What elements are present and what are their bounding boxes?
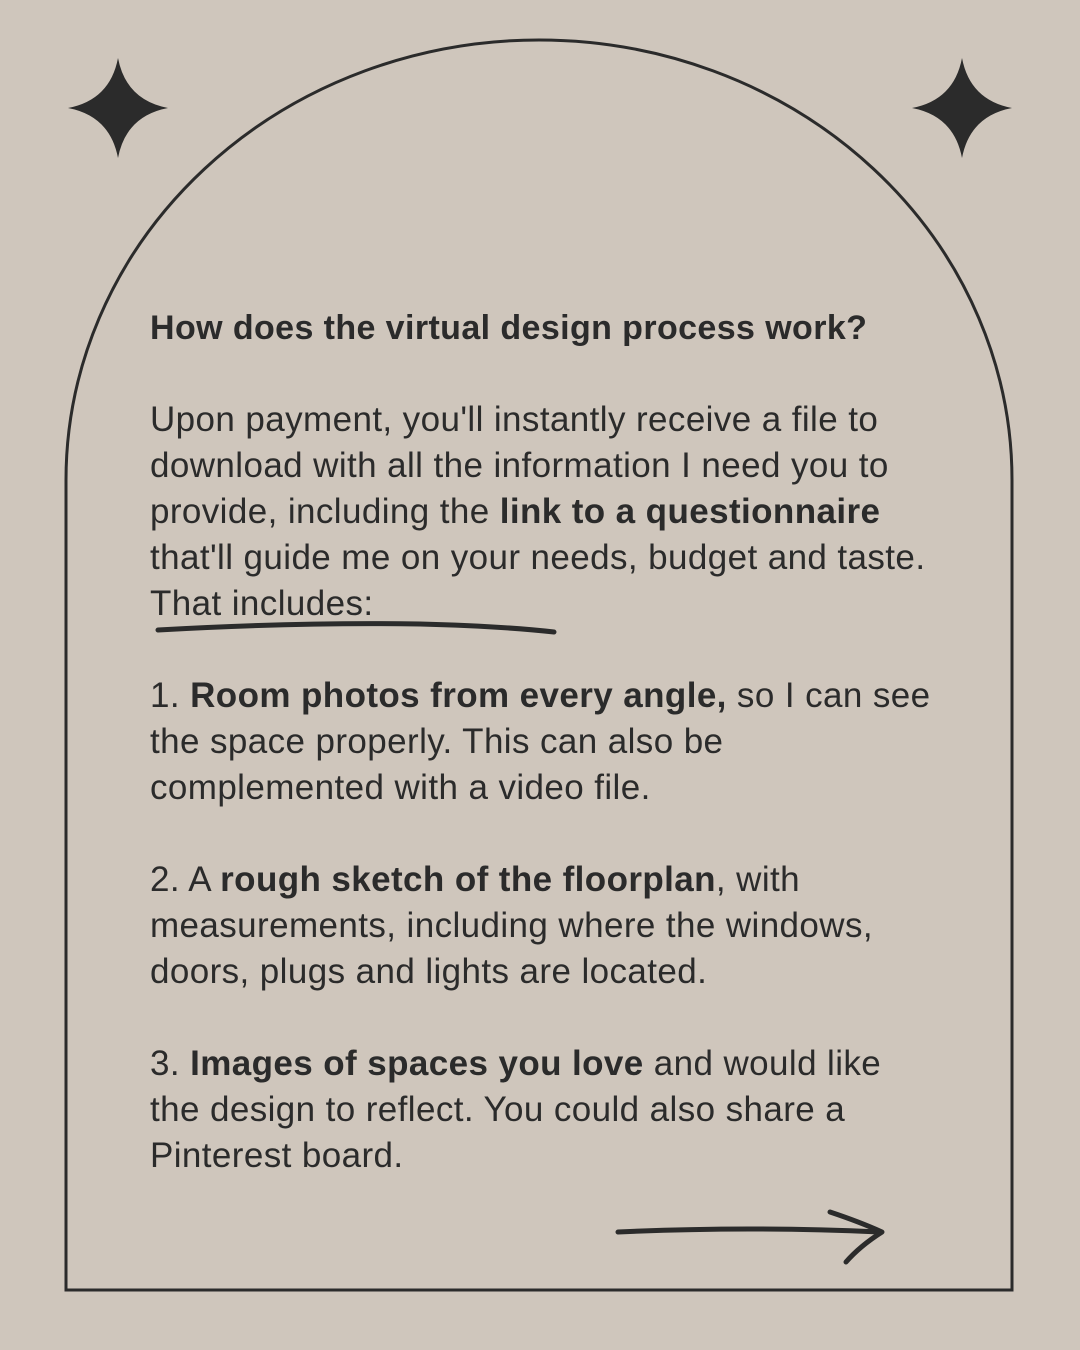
list-item bbox=[150, 857, 940, 995]
item-bold: Images of spaces you love bbox=[190, 1044, 644, 1083]
list-item bbox=[150, 673, 940, 811]
sparkle-star-icon bbox=[68, 58, 168, 158]
item-number: 1. bbox=[150, 676, 191, 715]
item-text: , with measurements, including where the windows, doors, plugs and lights are located. bbox=[150, 860, 873, 991]
sparkle-star-icon bbox=[912, 58, 1012, 158]
list-item bbox=[150, 1041, 940, 1179]
item-text: so I can see the space properly. This can also be complemented with a video file. bbox=[150, 676, 931, 807]
text-content bbox=[150, 305, 940, 1225]
item-text: and would like the design to reflect. You could also share a Pinterest board. bbox=[150, 1044, 882, 1175]
intro-bold: link to a questionnaire bbox=[499, 492, 881, 531]
item-prefix: A bbox=[188, 860, 221, 899]
page-title: How does the virtual design process work? bbox=[150, 309, 868, 347]
item-number: 2. bbox=[150, 860, 189, 899]
intro-paragraph bbox=[150, 397, 940, 627]
item-bold: rough sketch of the floorplan bbox=[220, 860, 716, 899]
item-bold: Room photos from every angle, bbox=[190, 676, 727, 715]
intro-text: Upon payment, you'll instantly receive a file to download with all the information I need you to provide, including the bbox=[150, 400, 889, 531]
underlined-text: needs, budget and taste bbox=[530, 538, 916, 577]
item-number: 3. bbox=[150, 1044, 191, 1083]
intro-text: that'll guide me on your bbox=[150, 538, 531, 577]
intro-text: . That includes: bbox=[150, 538, 926, 623]
